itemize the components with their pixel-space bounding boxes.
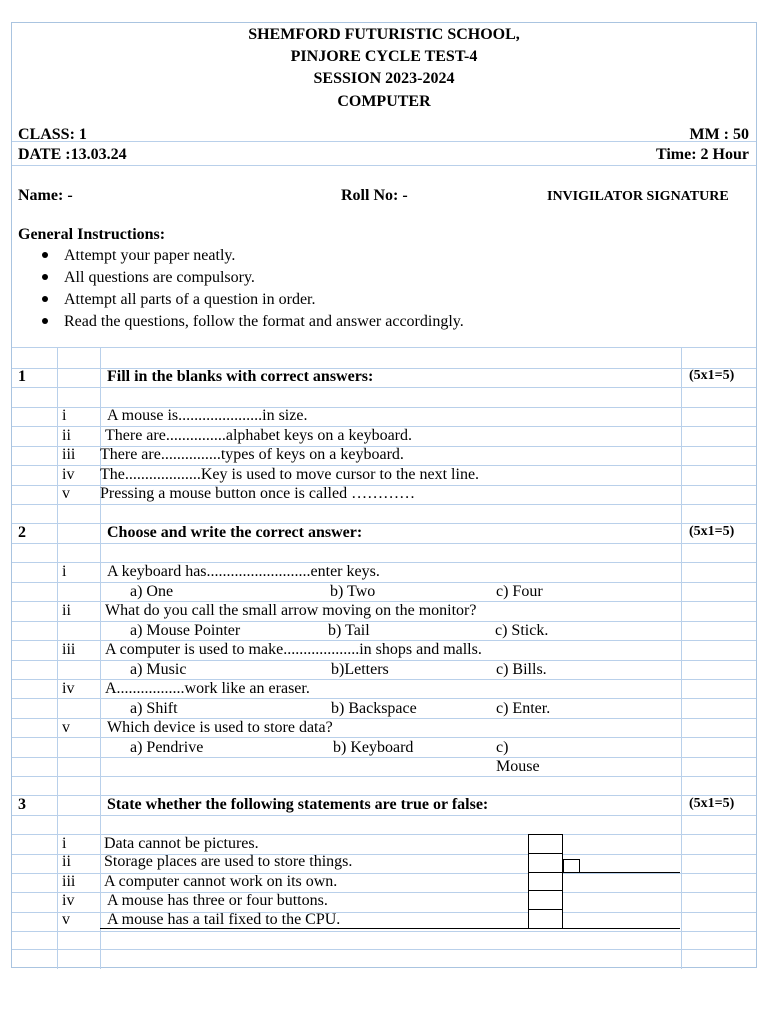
session: SESSION 2023-2024	[313, 70, 455, 87]
roll-number: Roll No: -	[341, 187, 408, 204]
option-a: a) Mouse Pointer	[130, 622, 241, 639]
question-marks: (5x1=5)	[689, 524, 735, 539]
item-text: Pressing a mouse button once is called …………	[100, 485, 416, 502]
option-b: b)Letters	[331, 661, 389, 678]
option-b: b) Backspace	[331, 700, 417, 717]
answer-box-small	[563, 859, 580, 873]
bullet-icon	[42, 274, 48, 280]
instruction-item: All questions are compulsory.	[64, 269, 255, 286]
instruction-item: Read the questions, follow the format and answer accordingly.	[64, 313, 464, 330]
item-text: A mouse has a tail fixed to the CPU.	[107, 911, 341, 928]
bullet-icon	[42, 318, 48, 324]
time-label: Time: 2 Hour	[655, 146, 749, 163]
question-marks: (5x1=5)	[689, 368, 735, 383]
item-number: iii	[62, 873, 76, 890]
answer-box[interactable]	[528, 890, 563, 910]
class-label: CLASS: 1	[18, 126, 87, 143]
question-number: 3	[18, 796, 26, 813]
item-number: i	[62, 407, 67, 424]
item-number: v	[62, 485, 70, 502]
option-a: a) One	[130, 583, 174, 600]
item-number: v	[62, 911, 70, 928]
question-number: 2	[18, 524, 26, 541]
item-text: A computer is used to make...................in shops and malls.	[105, 641, 482, 658]
option-b: b) Tail	[328, 622, 370, 639]
answer-box[interactable]	[528, 909, 563, 929]
item-number: i	[62, 835, 67, 852]
item-text: A mouse is.....................in size.	[107, 407, 308, 424]
date-label: DATE :13.03.24	[18, 146, 127, 163]
question-title: State whether the following statements are true or false:	[107, 796, 489, 813]
item-number: ii	[62, 853, 71, 870]
item-text: A.................work like an eraser.	[105, 680, 310, 697]
option-c: c) Enter.	[496, 700, 551, 717]
max-marks: MM : 50	[689, 126, 749, 143]
answer-box[interactable]	[528, 853, 563, 873]
instructions-heading: General Instructions:	[18, 226, 166, 243]
item-number: iv	[62, 466, 75, 483]
bullet-icon	[42, 252, 48, 258]
option-b: b) Keyboard	[333, 739, 414, 756]
question-marks: (5x1=5)	[689, 796, 735, 811]
instruction-item: Attempt all parts of a question in order.	[64, 291, 316, 308]
item-text: There are...............alphabet keys on a keyboard.	[105, 427, 412, 444]
item-text: The...................Key is used to move cursor to the next line.	[100, 466, 480, 483]
question-title: Fill in the blanks with correct answers:	[107, 368, 374, 385]
item-number: iii	[62, 641, 76, 658]
answer-box[interactable]	[528, 872, 563, 891]
item-text: A computer cannot work on its own.	[104, 873, 338, 890]
option-b: b) Two	[330, 583, 376, 600]
item-number: v	[62, 719, 70, 736]
item-number: ii	[62, 427, 71, 444]
item-number: iv	[62, 892, 75, 909]
item-text: What do you call the small arrow moving on the monitor?	[105, 602, 477, 619]
answer-box[interactable]	[528, 834, 563, 854]
item-text: Storage places are used to store things.	[104, 853, 353, 870]
item-text: Which device is used to store data?	[107, 719, 333, 736]
subject: COMPUTER	[337, 93, 431, 110]
item-text: A mouse has three or four buttons.	[107, 892, 328, 909]
test-name: PINJORE CYCLE TEST-4	[290, 48, 478, 65]
item-number: iii	[62, 446, 76, 463]
student-name: Name: -	[18, 187, 73, 204]
option-a: a) Pendrive	[130, 739, 204, 756]
item-text: A keyboard has..........................enter keys.	[107, 563, 380, 580]
option-c: c) Four	[496, 583, 543, 600]
option-c: c)	[496, 739, 509, 756]
question-title: Choose and write the correct answer:	[107, 524, 363, 541]
answer-line	[563, 872, 680, 873]
item-number: i	[62, 563, 67, 580]
option-c-continued: Mouse	[496, 758, 540, 775]
bottom-rule	[100, 928, 680, 929]
invigilator-signature: INVIGILATOR SIGNATURE	[547, 189, 729, 204]
bullet-icon	[42, 296, 48, 302]
option-a: a) Music	[130, 661, 187, 678]
option-c: c) Stick.	[495, 622, 549, 639]
option-a: a) Shift	[130, 700, 178, 717]
item-number: ii	[62, 602, 71, 619]
item-text: There are...............types of keys on a keyboard.	[100, 446, 404, 463]
question-number: 1	[18, 368, 26, 385]
item-text: Data cannot be pictures.	[104, 835, 259, 852]
instruction-item: Attempt your paper neatly.	[64, 247, 236, 264]
option-c: c) Bills.	[496, 661, 547, 678]
school-name: SHEMFORD FUTURISTIC SCHOOL,	[248, 26, 520, 43]
item-number: iv	[62, 680, 75, 697]
